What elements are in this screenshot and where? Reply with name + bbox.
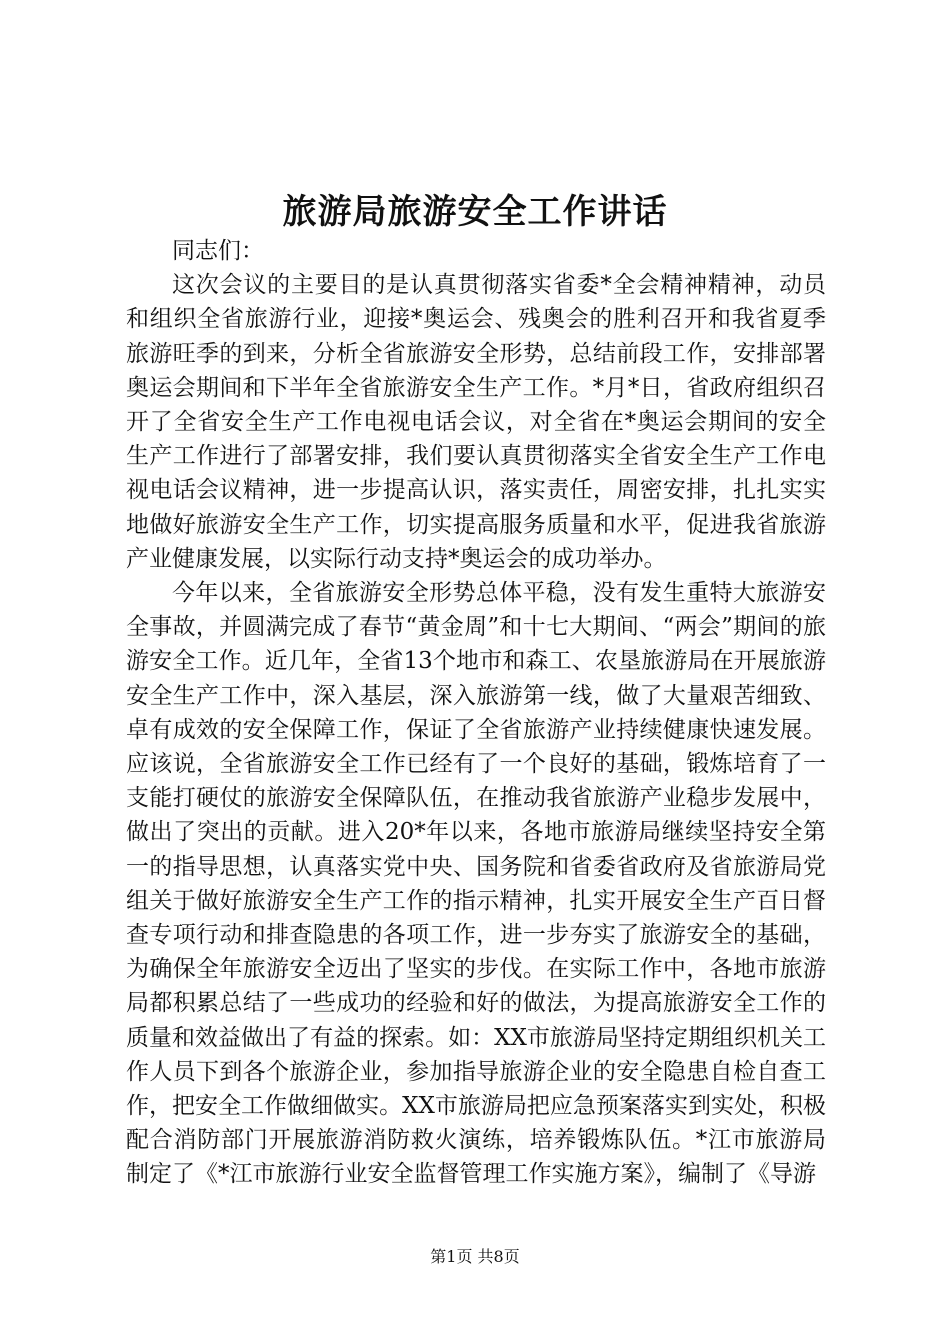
paragraph: 这次会议的主要目的是认真贯彻落实省委*全会精神精神，动员和组织全省旅游行业，迎接*奥运会、残奥会的胜利召开和我省夏季旅游旺季的到来，分析全省旅游安全形势，总结前段工作，安排部署奥运会期间和下半年全省旅游安全生产工作。*月*日，省政府组织召开了全省安全生产工作电视电话会议，对全省在*奥运会期间的安全生产工作进行了部署安排，我们要认真贯彻落实全省安全生产工作电视电话会议精神，进一步提高认识，落实责任，周密安排，扎扎实实地做好旅游安全生产工作，切实提高服务质量和水平，促进我省旅游产业健康发展，以实际行动支持*奥运会的成功举办。	[126, 272, 826, 572]
document-title: 旅游局旅游安全工作讲话	[282, 192, 668, 232]
salutation: 同志们：	[172, 238, 264, 264]
page-number-footer: 第1页 共8页	[430, 1247, 520, 1266]
document-body	[126, 234, 826, 1192]
paragraph: 今年以来，全省旅游安全形势总体平稳，没有发生重特大旅游安全事故，并圆满完成了春节“黄金周”和十七大期间、“两会”期间的旅游安全工作。近几年，全省13个地市和森工、农垦旅游局在开展旅游安全生产工作中，深入基层，深入旅游第一线，做了大量艰苦细致、卓有成效的安全保障工作，保证了全省旅游产业持续健康快速发展。应该说，全省旅游安全工作已经有了一个良好的基础，锻炼培育了一支能打硬仗的旅游安全保障队伍，在推动我省旅游产业稳步发展中，做出了突出的贡献。进入20*年以来，各地市旅游局继续坚持安全第一的指导思想，认真落实党中央、国务院和省委省政府及省旅游局党组关于做好旅游安全生产工作的指示精神，扎实开展安全生产百日督查专项行动和排查隐患的各项工作，进一步夯实了旅游安全的基础，为确保全年旅游安全迈出了坚实的步伐。在实际工作中，各地市旅游局都积累总结了一些成功的经验和好的做法，为提高旅游安全工作的质量和效益做出了有益的探索。如：XX市旅游局坚持定期组织机关工作人员下到各个旅游企业，参加指导旅游企业的安全隐患自检自查工作，把安全工作做细做实。XX市旅游局把应急预案落实到实处，积极配合消防部门开展旅游消防救火演练，培养锻炼队伍。*江市旅游局制定了《*江市旅游行业安全监督管理工作实施方案》，编制了《导游	[126, 580, 826, 1188]
